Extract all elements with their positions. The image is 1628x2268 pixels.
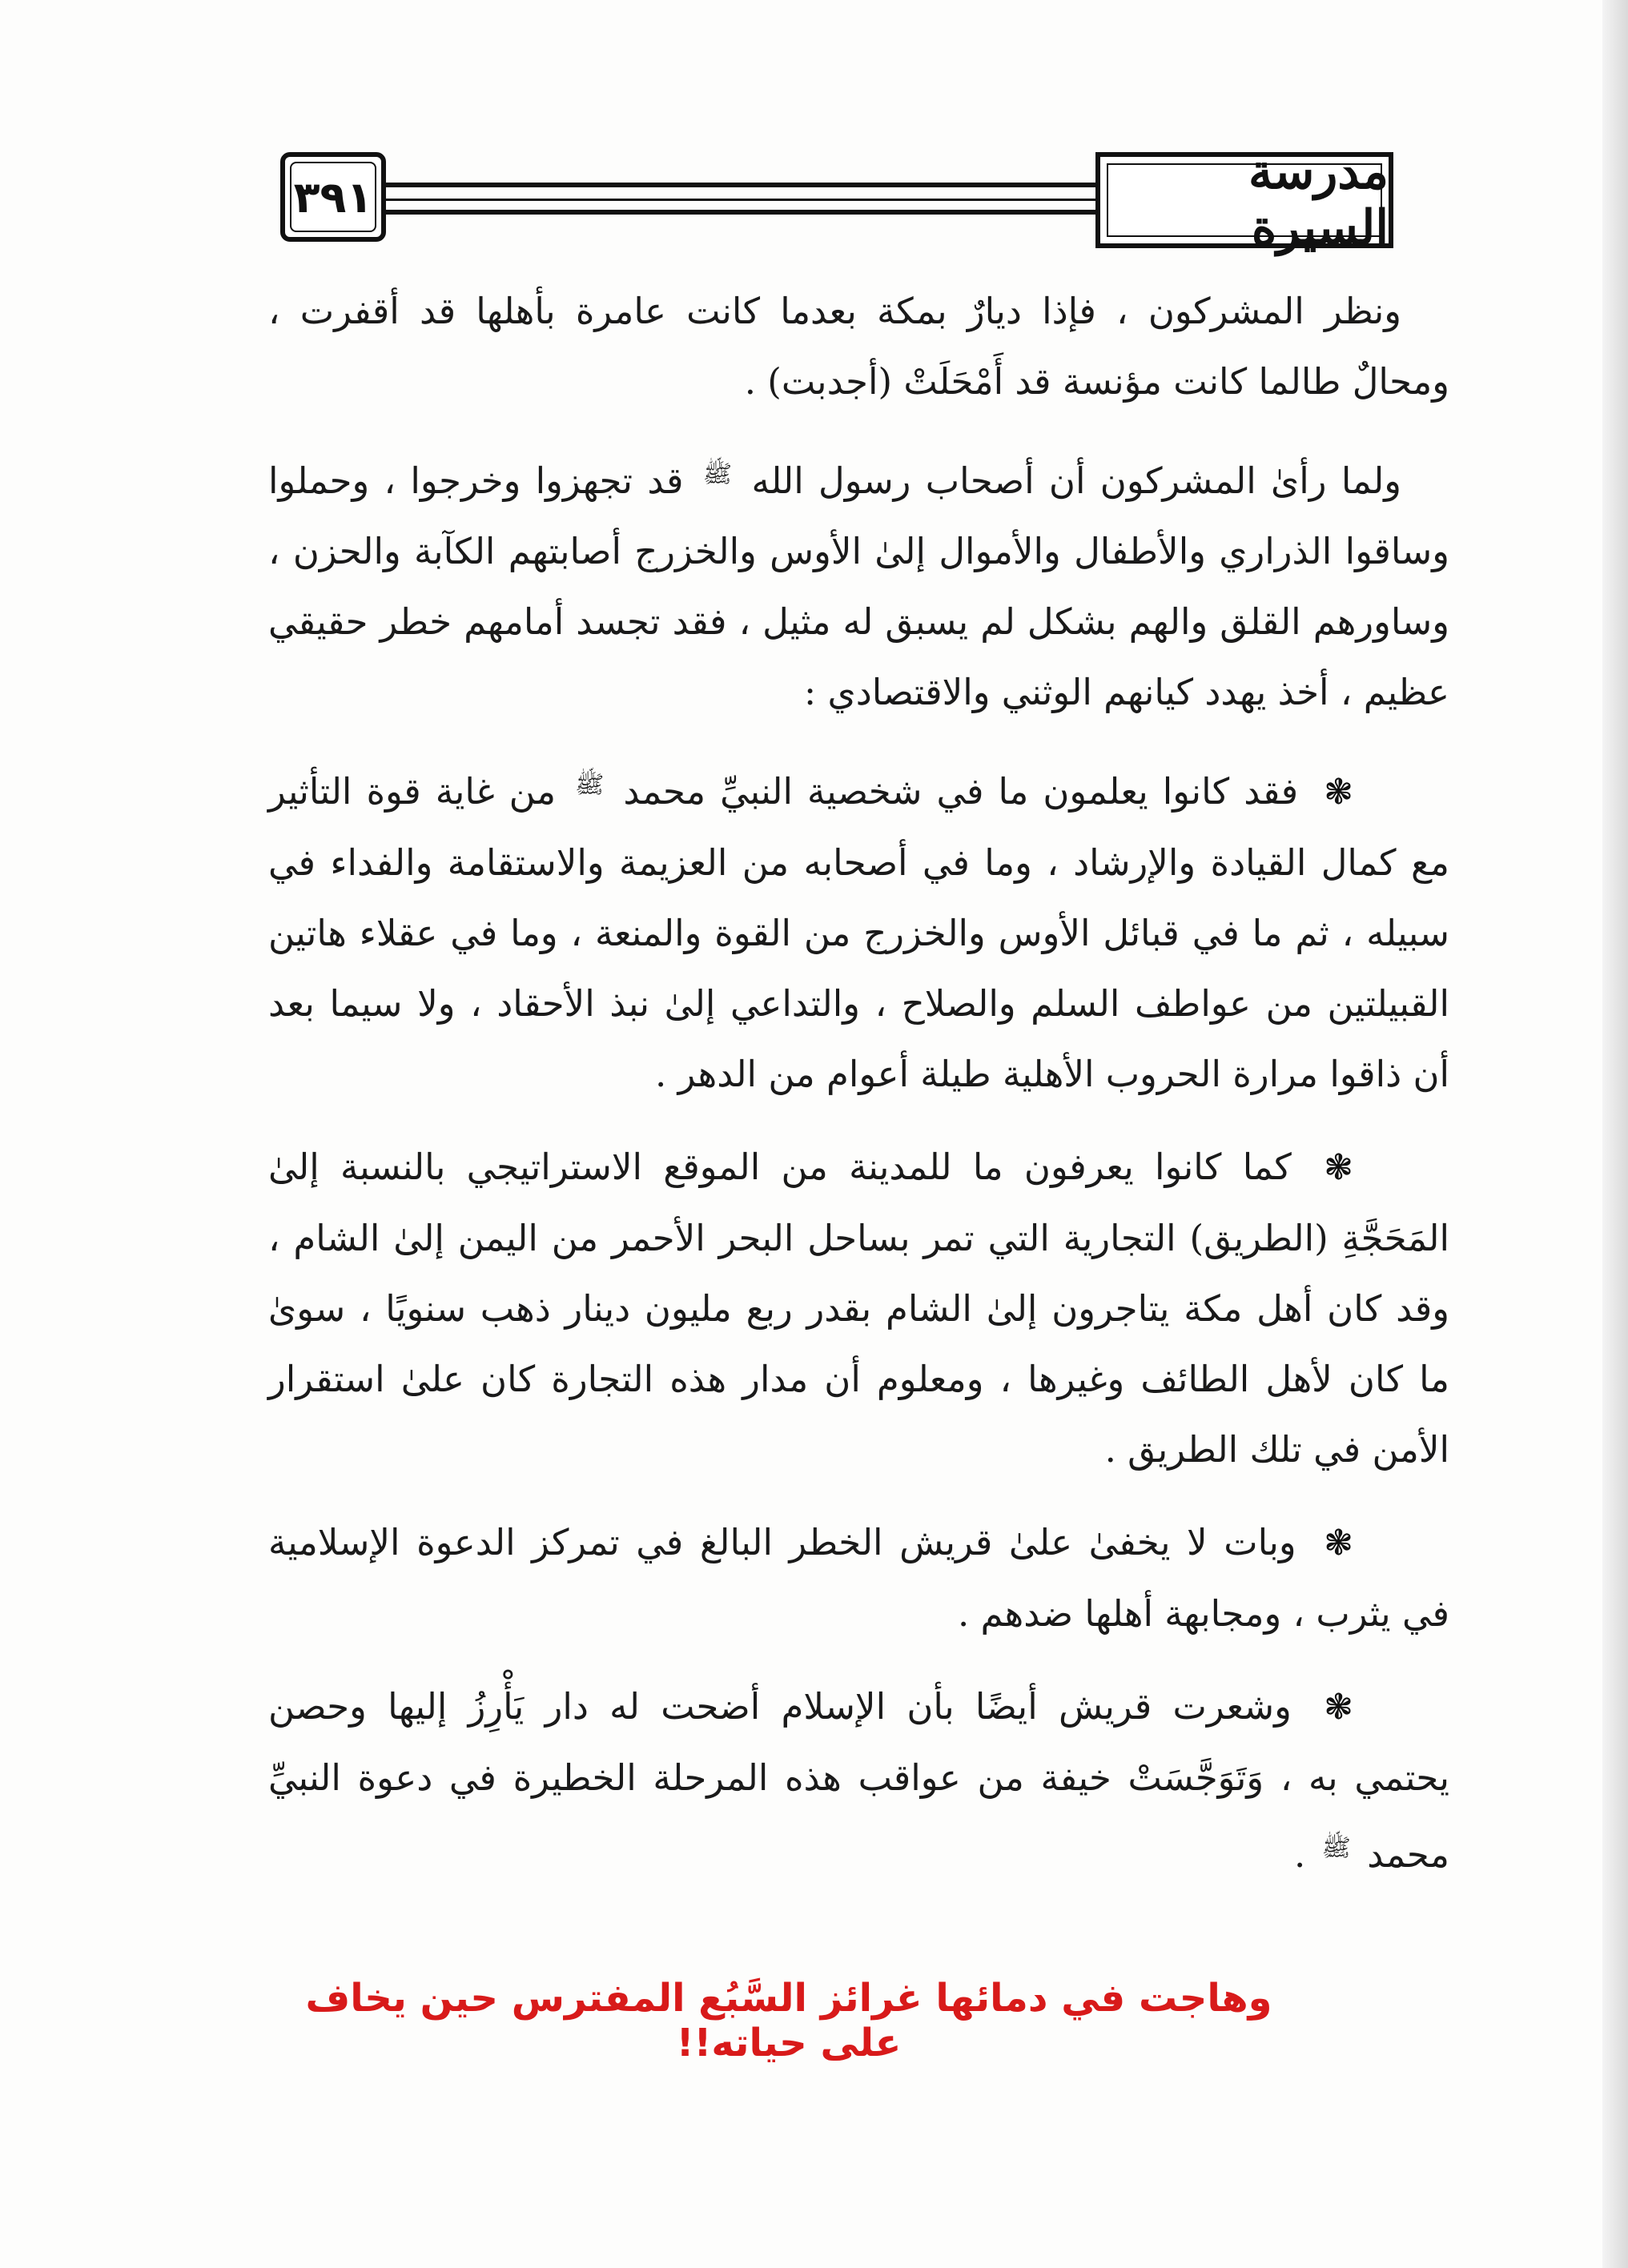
paragraph-text: من غاية قوة التأثير مع كمال القيادة والإرشاد ، وما في أصحابه من العزيمة والاستقامة والفداء في سبيله ، ثم ما في قبائل الأوس والخزرج من القوة والمنعة ، وما في عقلاء هاتين القبيلتين من عواطف السلم والصلاح ، والتداعي إلىٰ نبذ الأحقاد ، ولا سيما بعد أن ذاقوا مرارة الحروب الأهلية طيلة أعوام من الدهر . (268, 770, 1449, 1095)
flower-bullet-icon: ❃ (1324, 1523, 1353, 1564)
paragraph-3 (268, 750, 1449, 1110)
flower-bullet-icon: ❃ (1324, 1147, 1353, 1188)
paragraph-text: وشعرت قريش أيضًا بأن الإسلام أضحت له دار يَأْرِزُ إليها وحصن يحتمي به ، وَتَوَجَّسَتْ خيفة من عواقب هذه المرحلة الخطيرة في دعوة النبيِّ محمد (268, 1685, 1449, 1876)
book-title (1095, 144, 1393, 256)
page-number: ٣٩١ (280, 152, 386, 242)
page-header (240, 144, 1393, 256)
header-rule (352, 183, 1129, 187)
paragraph-text: ولما رأىٰ المشركون أن أصحاب رسول الله (751, 460, 1402, 502)
body-text (268, 276, 1449, 1913)
paragraph-2 (268, 440, 1449, 728)
paragraph-6 (268, 1672, 1449, 1890)
paragraph-4 (268, 1132, 1449, 1485)
paragraph-1 (268, 276, 1449, 417)
paragraph-text: . (1294, 1833, 1306, 1876)
paragraph-text: وبات لا يخفىٰ علىٰ قريش الخطر البالغ في تمركز الدعوة الإسلامية في يثرب ، ومجابهة أهلها ضدهم . (268, 1521, 1449, 1635)
salawat-glyph: ﷺ (575, 771, 605, 799)
book-title-text: مدرسة السيرة (1248, 144, 1389, 256)
flower-bullet-icon: ❃ (1324, 772, 1353, 813)
salawat-glyph: ﷺ (1321, 1834, 1351, 1862)
paragraph-text: قد تجهزوا وخرجوا ، وحملوا وساقوا الذراري والأطفال والأموال إلىٰ الأوس والخزرج أصابتهم الكآبة والحزن ، وساورهم القلق والهم بشكل لم يسبق له مثيل ، فقد تجسد أمامهم خطر حقيقي عظيم ، أخذ يهدد كيانهم الوثني والاقتصادي : (268, 460, 1449, 713)
paragraph-text: ونظر المشركون ، فإذا ديارٌ بمكة بعدما كانت عامرة بأهلها قد أقفرت ، ومحالٌ طالما كانت مؤنسة قد أَمْحَلَتْ (أجدبت) . (268, 290, 1449, 403)
scan-edge-shadow (1602, 0, 1628, 2268)
flower-bullet-icon: ❃ (1324, 1687, 1353, 1728)
paragraph-text: فقد كانوا يعلمون ما في شخصية النبيِّ محمد (623, 770, 1299, 813)
paragraph-text: كما كانوا يعرفون ما للمدينة من الموقع الاستراتيجي بالنسبة إلىٰ المَحَجَّةِ (الطريق) التجارية التي تمر بساحل البحر الأحمر من اليمن إلىٰ الشام ، وقد كان أهل مكة يتاجرون إلىٰ الشام بقدر ربع مليون دينار ذهب سنويًا ، سوىٰ ما كان لأهل الطائف وغيرها ، ومعلوم أن مدار هذه التجارة كان علىٰ استقرار الأمن في تلك الطريق . (268, 1146, 1449, 1471)
paragraph-5 (268, 1507, 1449, 1649)
header-rule (352, 210, 1129, 215)
salawat-glyph: ﷺ (702, 460, 733, 488)
closing-highlight-line: وهاجت في دمائها غرائز السَّبُع المفترس حين يخاف على حياته!! (305, 1976, 1272, 2065)
header-rule (352, 199, 1129, 201)
